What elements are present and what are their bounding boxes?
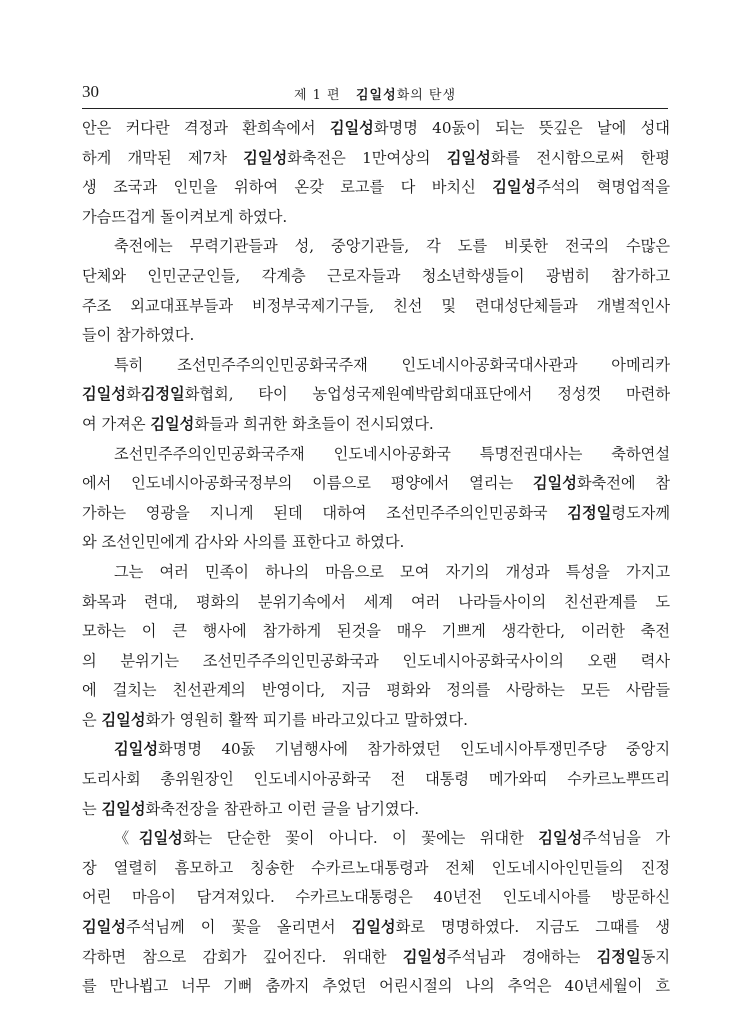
text-segment: 화목과 련대, 평화의 분위기속에서 세계 여러 나라들사이의 친선관계를 도 xyxy=(82,592,670,611)
body-text xyxy=(82,114,670,1002)
text-segment: 화협회, 타이 농업성국제원예박람회대표단에서 정성껏 마련하 xyxy=(184,385,670,404)
text-line xyxy=(82,380,670,410)
text-line xyxy=(82,706,670,736)
text-line xyxy=(82,469,670,499)
page-header xyxy=(82,78,668,109)
text-segment: 화 xyxy=(126,385,141,404)
text-line xyxy=(82,232,670,262)
text-line xyxy=(82,262,670,292)
text-segment: 화는 단순한 꽃이 아니다. 이 꽃에는 위대한 xyxy=(182,829,539,848)
text-segment: 는 xyxy=(82,799,102,818)
text-segment: 어린 마음이 담겨져있다. 수카르노대통령은 40년전 인도네시아를 방문하신 xyxy=(82,888,670,907)
bold-name: 김일성 xyxy=(150,414,195,433)
bold-name: 김일성 xyxy=(82,918,127,937)
text-line xyxy=(82,617,670,647)
text-segment: 주석님께 이 꽃을 올리면서 xyxy=(126,918,352,937)
text-line xyxy=(82,351,670,381)
running-title xyxy=(82,84,668,103)
text-segment: 와 조선인민에게 감사와 사의를 표한다고 하였다. xyxy=(82,533,405,552)
text-segment: 의 분위기는 조선민주주의인민공화국과 인도네시아공화국사이의 오랜 력사 xyxy=(82,651,670,670)
text-segment: 도리사회 총위원장인 인도네시아공화국 전 대통령 메가와띠 수카르노뿌뜨리 xyxy=(82,770,670,789)
text-segment: 장 열렬히 흠모하고 칭송한 수카르노대통령과 전체 인도네시아인민들의 진정 xyxy=(82,858,670,877)
bold-name: 김일성 xyxy=(243,148,288,167)
text-line xyxy=(82,943,670,973)
text-segment: 화명명 40돐이 되는 뜻깊은 날에 성대 xyxy=(373,119,670,137)
bold-name: 김일성 xyxy=(82,385,127,404)
bold-name: 김정일 xyxy=(596,947,641,966)
text-segment: 에 걸치는 친선관계의 반영이다, 지금 평화와 정의를 사랑하는 모든 사람들 xyxy=(82,681,670,700)
text-segment: 특히 조선민주주의인민공화국주재 인도네시아공화국대사관과 아메리카 xyxy=(114,355,670,374)
text-segment: 각하면 참으로 감회가 깊어진다. 위대한 xyxy=(82,947,403,966)
text-line xyxy=(82,410,670,440)
text-segment: 화축전은 1만여상의 xyxy=(287,148,447,167)
text-line xyxy=(82,854,670,884)
running-title-rest: 화의 탄생 xyxy=(396,88,457,103)
text-segment: 축전에는 무력기관들과 성, 중앙기관들, 각 도를 비롯한 전국의 수많은 xyxy=(114,237,670,256)
text-segment: 그는 여러 민족이 하나의 마음으로 모여 자기의 개성과 특성을 가지고 xyxy=(114,562,670,581)
bold-name: 김일성 xyxy=(532,474,577,493)
text-segment: 동지 xyxy=(640,947,670,966)
text-line xyxy=(82,144,670,174)
text-segment: 여 가져온 xyxy=(82,414,151,433)
bold-name: 김일성 xyxy=(402,947,447,966)
text-segment: 단체와 인민군군인들, 각계층 근로자들과 청소년학생들이 광범히 참가하고 xyxy=(82,266,670,285)
text-line xyxy=(82,883,670,913)
text-segment: 주조 외교대표부들과 비정부국제기구들, 친선 및 련대성단체들과 개별적인사 xyxy=(82,296,670,315)
text-line xyxy=(82,676,670,706)
text-segment: 하게 개막된 제7차 xyxy=(82,148,244,167)
text-segment: 화축전장을 참관하고 이런 글을 남기였다. xyxy=(145,799,420,818)
text-segment: 《 xyxy=(114,829,139,848)
text-line xyxy=(82,765,670,795)
text-segment: 화명명 40돐 기념행사에 참가하였던 인도네시아투쟁민주당 중앙지 xyxy=(158,740,670,759)
text-segment: 은 xyxy=(82,710,102,729)
text-line xyxy=(82,499,670,529)
bold-name: 김일성 xyxy=(351,918,396,937)
text-segment: 령도자께 xyxy=(611,503,670,522)
text-line xyxy=(82,795,670,825)
bold-name: 김일성 xyxy=(114,740,159,759)
text-line xyxy=(82,528,670,558)
bold-name: 김일성 xyxy=(538,829,583,848)
bold-name: 김일성 xyxy=(138,829,183,848)
text-segment: 주석님과 경애하는 xyxy=(446,947,597,966)
text-line xyxy=(82,824,670,854)
text-line xyxy=(82,440,670,470)
text-segment: 들이 참가하였다. xyxy=(82,326,195,345)
bold-name: 김일성 xyxy=(492,178,537,197)
text-segment: 조선민주주의인민공화국주재 인도네시아공화국 특명전권대사는 축하연설 xyxy=(114,444,670,463)
text-segment: 주석의 혁명업적을 xyxy=(536,178,671,197)
text-line xyxy=(82,321,670,351)
text-line xyxy=(82,292,670,322)
text-segment: 안은 커다란 격정과 환희속에서 xyxy=(82,119,330,137)
text-segment: 화로 명명하였다. 지금도 그때를 생 xyxy=(395,918,670,937)
text-segment: 화가 영원히 활짝 피기를 바라고있다고 말하였다. xyxy=(145,710,468,729)
text-line xyxy=(82,588,670,618)
part-label: 제 1 편 xyxy=(293,88,341,103)
text-segment: 가하는 영광을 지니게 된데 대하여 조선민주주의인민공화국 xyxy=(82,503,568,522)
text-segment: 가슴뜨겁게 돌이켜보게 하였다. xyxy=(82,207,288,226)
bold-name: 김일성 xyxy=(446,148,491,167)
bold-name: 김정일 xyxy=(567,503,612,522)
bold-name: 김일성 xyxy=(101,710,146,729)
bold-name: 김정일 xyxy=(140,385,185,404)
text-segment: 생 조국과 인민을 위하여 온갖 로고를 다 바치신 xyxy=(82,178,493,197)
bold-name: 김일성 xyxy=(329,119,374,137)
text-line xyxy=(82,647,670,677)
page-number: 30 xyxy=(82,82,99,101)
bold-name: 김일성 xyxy=(101,799,146,818)
text-line xyxy=(82,558,670,588)
text-segment: 화를 전시함으로써 한평 xyxy=(490,148,670,167)
text-segment: 를 만나뵙고 너무 기뻐 춤까지 추었던 어린시절의 나의 추억은 40년세월이 흐 xyxy=(82,977,670,996)
text-segment: 화들과 희귀한 화초들이 전시되였다. xyxy=(194,414,434,433)
text-line xyxy=(82,173,670,203)
text-line xyxy=(82,203,670,233)
text-segment: 에서 인도네시아공화국정부의 이름으로 평양에서 열리는 xyxy=(82,474,533,493)
text-line xyxy=(82,913,670,943)
text-line xyxy=(82,972,670,1002)
text-line xyxy=(82,114,670,144)
text-line xyxy=(82,735,670,765)
text-segment: 주석님을 가 xyxy=(582,829,671,848)
running-title-bold: 김일성 xyxy=(356,88,397,103)
text-segment: 모하는 이 큰 행사에 참가하게 된것을 매우 기쁘게 생각한다, 이러한 축전 xyxy=(82,622,670,641)
text-segment: 화축전에 참 xyxy=(576,474,670,493)
